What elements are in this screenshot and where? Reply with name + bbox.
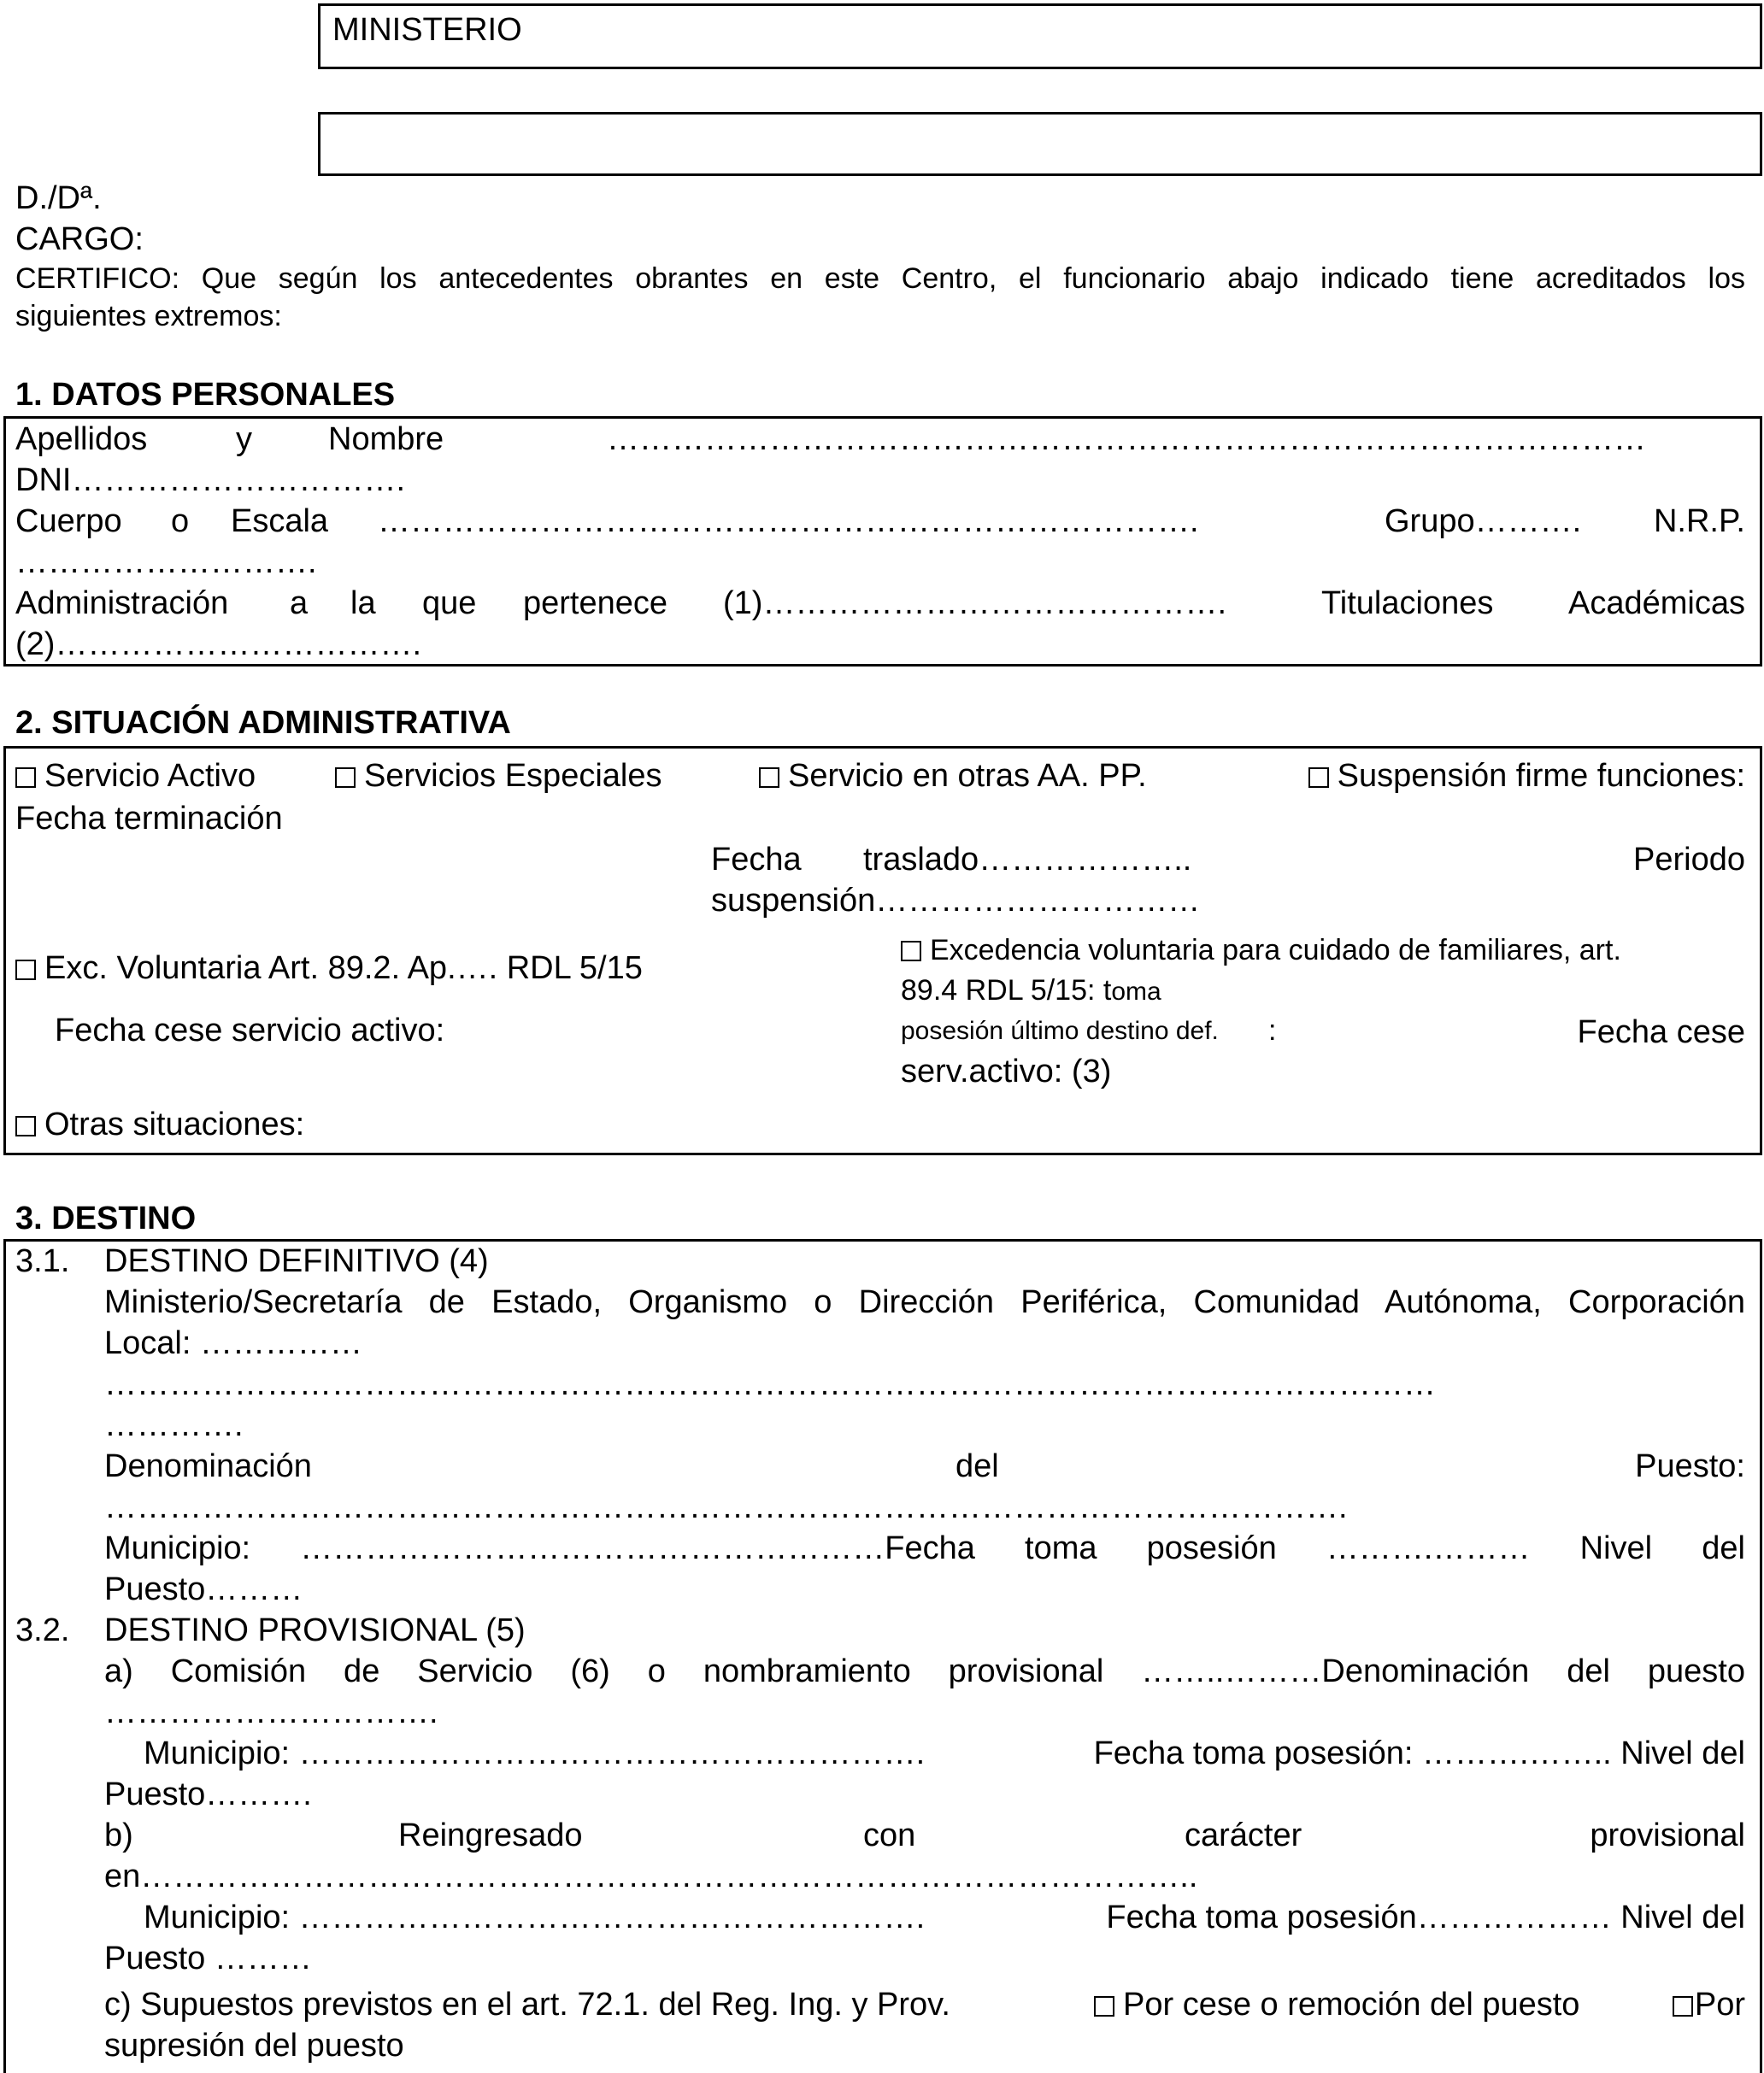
- exc-familiares-line-3: posesión último destino def. : Fecha cese: [901, 1014, 1745, 1050]
- supuestos-row: c) Supuestos previstos en el art. 72.1. del Reg. Ing. y Prov. Por cese o remoción del puesto Por: [104, 1984, 1745, 2025]
- ministerio-label: MINISTERIO: [332, 12, 522, 48]
- grupo-field[interactable]: Grupo……….: [1385, 503, 1582, 539]
- exc-voluntaria-option[interactable]: Exc. Voluntaria Art. 89.2. Ap.…. RDL 5/15: [15, 948, 643, 989]
- suspension-option[interactable]: Suspensión firme funciones:: [1308, 755, 1745, 796]
- cargo-label: CARGO:: [15, 221, 144, 257]
- fecha-a-field[interactable]: Fecha toma posesión: ……….…….. Nivel del: [1093, 1735, 1745, 1771]
- municipio-definitivo-row[interactable]: Municipio: ………………………………………………Fecha toma posesión ……….……… Nivel del: [104, 1530, 1745, 1566]
- checkbox-icon[interactable]: [759, 767, 779, 788]
- fecha-traslado-field[interactable]: traslado………………..: [863, 842, 1192, 878]
- comision-servicio-row[interactable]: a) Comisión de Servicio (6) o nombramiento provisional ……..………Denominación del puesto: [104, 1653, 1745, 1689]
- dni-field[interactable]: DNI………………………….: [15, 462, 405, 498]
- nivel-a-field[interactable]: Puesto……….: [104, 1776, 312, 1812]
- checkbox-icon[interactable]: [1094, 1996, 1114, 2017]
- exc-familiares-line-2: 89.4 RDL 5/15: toma: [901, 974, 1161, 1007]
- dda-label: D./Dª.: [15, 180, 102, 216]
- checkbox-icon[interactable]: [1308, 767, 1329, 788]
- empty-header-box: [318, 112, 1762, 176]
- checkbox-icon[interactable]: [1673, 1996, 1693, 2017]
- municipio-b-field[interactable]: Municipio: ………………………………………………….: [144, 1900, 926, 1935]
- section-3-2-number: 3.2.: [15, 1612, 70, 1648]
- fecha-terminacion-label: Fecha terminación: [15, 801, 283, 837]
- exc-familiares-option[interactable]: Excedencia voluntaria para cuidado de familiares, art.: [901, 931, 1745, 970]
- local-field-end[interactable]: ………….: [104, 1407, 244, 1443]
- fecha-b-field[interactable]: Fecha toma posesión……………… Nivel del: [1106, 1900, 1745, 1935]
- servicios-especiales-option[interactable]: Servicios Especiales: [335, 755, 662, 796]
- servicio-activo-option[interactable]: Servicio Activo: [15, 755, 256, 796]
- checkbox-icon[interactable]: [15, 767, 36, 788]
- supresion-label: supresión del puesto: [104, 2028, 404, 2064]
- section-1-title: 1. DATOS PERSONALES: [15, 377, 396, 413]
- municipio-b-row: [104, 1897, 1745, 1938]
- reingresado-field[interactable]: en……………………………………………………………………………………..: [104, 1859, 1198, 1894]
- section-2-title: 2. SITUACIÓN ADMINISTRATIVA: [15, 705, 511, 741]
- apellidos-field[interactable]: ……………………………………………………………………………………: [607, 421, 1646, 457]
- municipio-a-field[interactable]: Municipio: ………………………………………………….: [144, 1735, 926, 1771]
- otras-situaciones-option[interactable]: Otras situaciones:: [15, 1104, 304, 1145]
- denominacion-field[interactable]: …………………………………………………………………………………………………….: [104, 1489, 1348, 1525]
- reingresado-row: b) Reingresado con carácter provisional: [104, 1818, 1745, 1853]
- cuerpo-field[interactable]: ………………………………………………………………….: [378, 503, 1199, 539]
- nrp-field[interactable]: ……………………….: [15, 544, 317, 580]
- certifico-text-2: siguientes extremos:: [15, 300, 282, 332]
- denominacion-provisional-field[interactable]: ………………………….: [104, 1694, 438, 1730]
- ministerio-box: [318, 3, 1762, 69]
- periodo-suspension-field[interactable]: suspensión…………………………: [711, 883, 1201, 919]
- municipio-a-row: [104, 1733, 1745, 1774]
- admin-field[interactable]: (1)…………………………………….: [723, 585, 1226, 621]
- destino-definitivo-line-1: Ministerio/Secretaría de Estado, Organismo o Dirección Periférica, Comunidad Autónoma, Corporación: [104, 1284, 1745, 1320]
- checkbox-icon[interactable]: [901, 941, 921, 961]
- denominacion-row: Denominación del Puesto:: [104, 1448, 1745, 1484]
- checkbox-icon[interactable]: [335, 767, 356, 788]
- por-cese-option[interactable]: Por cese o remoción del puesto: [1094, 1984, 1579, 2025]
- por-supresion-option[interactable]: Por: [1673, 1984, 1745, 2025]
- fecha-traslado-row: Fecha traslado……………….. Periodo: [711, 839, 1745, 880]
- fecha-cese-label: Fecha cese servicio activo:: [55, 1013, 445, 1048]
- nivel-b-field[interactable]: Puesto ………: [104, 1941, 312, 1976]
- section-3-1-number: 3.1.: [15, 1243, 70, 1279]
- certifico-text: CERTIFICO: Que según los antecedentes obrantes en este Centro, el funcionario abajo indicado tiene acreditados los: [15, 262, 1745, 295]
- exc-familiares-line-4: serv.activo: (3): [901, 1054, 1112, 1089]
- nrp-label: N.R.P.: [1653, 503, 1745, 539]
- section-3-title: 3. DESTINO: [15, 1201, 197, 1236]
- checkbox-icon[interactable]: [15, 960, 36, 980]
- cuerpo-row: Cuerpo o Escala …………………………………………………………………. Grupo………. N.R.P.: [15, 501, 1745, 542]
- servicio-otras-option[interactable]: Servicio en otras AA. PP.: [759, 755, 1147, 796]
- nivel-definitivo-field[interactable]: Puesto………: [104, 1571, 303, 1607]
- checkbox-icon[interactable]: [15, 1116, 36, 1136]
- admin-row: Administración a la que pertenece (1)……………………………………. Titulaciones Académicas: [15, 583, 1745, 624]
- titulaciones-field[interactable]: (2)…………………………….: [15, 626, 421, 662]
- destino-provisional-title: DESTINO PROVISIONAL (5): [104, 1612, 526, 1648]
- local-field[interactable]: Local: ……………: [104, 1325, 362, 1361]
- destino-definitivo-title: DESTINO DEFINITIVO (4): [104, 1243, 489, 1279]
- local-field-continued[interactable]: ……………………………………………………………………………………………………………: [104, 1366, 1436, 1402]
